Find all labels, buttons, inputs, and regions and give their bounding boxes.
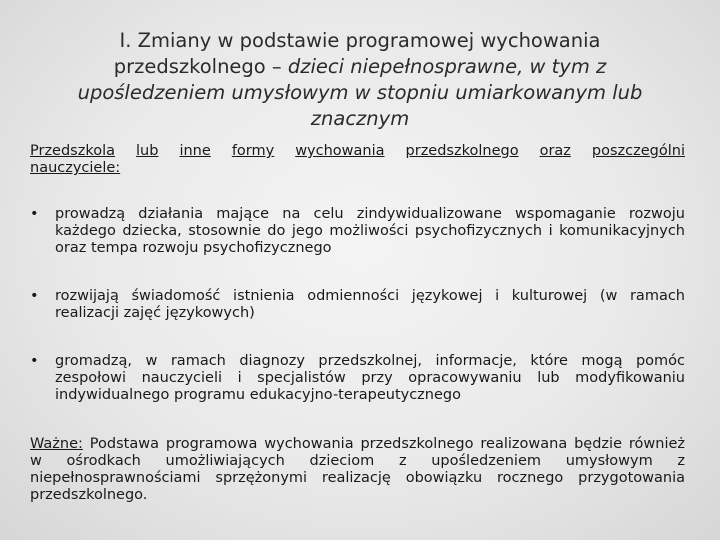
title-line-1: I. Zmiany w podstawie programowej wychowania bbox=[119, 29, 601, 52]
slide-title bbox=[40, 28, 680, 132]
title-line-3: upośledzeniem umysłowym w stopniu umiarkowanym lub bbox=[77, 81, 643, 104]
bullet-icon: • bbox=[30, 288, 39, 304]
intro-paragraph bbox=[30, 143, 685, 177]
note-paragraph bbox=[30, 436, 685, 504]
bullet-item-1 bbox=[30, 206, 685, 257]
note-text: Podstawa programowa wychowania przedszkolnego realizowana będzie również w ośrodkach umożliwiających dzieciom z upośledzeniem umysłowym z niepełnosprawnościami sprzężonymi realizację obowiązku rocznego przygotowania przedszkolnego. bbox=[30, 436, 685, 503]
title-line-4: znacznym bbox=[310, 107, 410, 130]
title-line-2 bbox=[40, 54, 680, 80]
intro-word: lub bbox=[136, 143, 159, 159]
bullet-text: prowadzą działania mające na celu zindywidualizowane wspomaganie rozwoju każdego dziecka, stosownie do jego możliwości psychofizycznych i komunikacyjnych oraz tempa rozwoju psychofizycznego bbox=[55, 206, 685, 256]
bullet-icon: • bbox=[30, 206, 39, 222]
bullet-text: gromadzą, w ramach diagnozy przedszkolnej, informacje, które mogą pomóc zespołowi nauczycieli i specjalistów przy opracowywaniu lub modyfikowaniu indywidualnego programu edukacyjno-terapeutycznego bbox=[55, 353, 685, 403]
intro-line-2: nauczyciele: bbox=[30, 160, 121, 176]
intro-word: przedszkolnego bbox=[405, 143, 519, 159]
intro-word: wychowania bbox=[295, 143, 385, 159]
intro-word: Przedszkola bbox=[30, 143, 116, 159]
bullet-icon: • bbox=[30, 353, 39, 369]
intro-word: inne bbox=[179, 143, 211, 159]
bullet-item-3 bbox=[30, 353, 685, 404]
intro-word: poszczególni bbox=[591, 143, 685, 159]
intro-word: oraz bbox=[539, 143, 571, 159]
bullet-item-2 bbox=[30, 288, 685, 322]
bullet-text: rozwijają świadomość istnienia odmienności językowej i kulturowej (w ramach realizacji zajęć językowych) bbox=[55, 288, 685, 321]
title-line-2-plain: przedszkolnego – bbox=[113, 55, 288, 78]
title-line-2-italic: dzieci niepełnosprawne, w tym z bbox=[287, 55, 607, 78]
intro-line-1 bbox=[30, 143, 685, 160]
note-label: Ważne: bbox=[30, 436, 83, 452]
intro-word: formy bbox=[231, 143, 275, 159]
